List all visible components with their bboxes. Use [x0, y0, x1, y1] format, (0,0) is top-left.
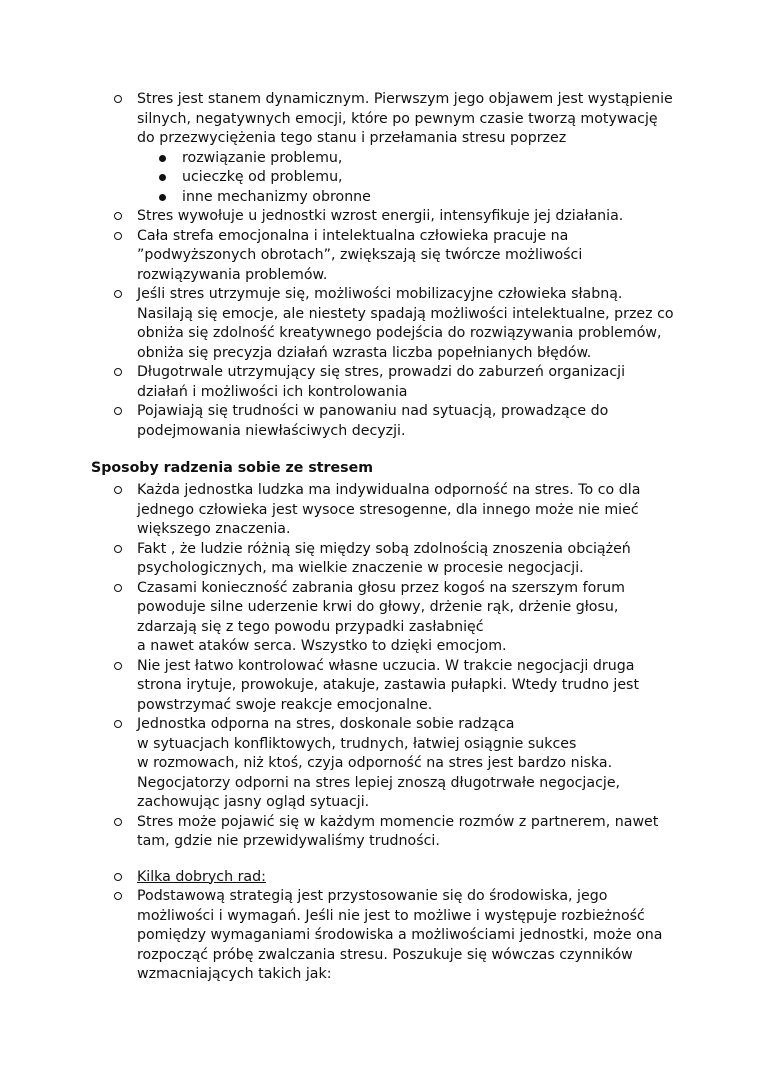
sub-list-item-text: ucieczkę od problemu,	[182, 169, 343, 185]
list-item	[0, 90, 722, 149]
hollow-bullet-icon	[114, 873, 122, 881]
list-item-text: Stres wywołuje u jednostki wzrost energii, intensyfikuje jej działania.	[137, 208, 624, 224]
sub-list-item-text: inne mechanizmy obronne	[182, 188, 371, 205]
list-item	[0, 207, 722, 227]
hollow-bullet-icon	[114, 368, 122, 376]
spacer	[0, 852, 677, 868]
hollow-bullet-icon	[114, 212, 122, 220]
sub-list-item	[0, 188, 722, 208]
list-item-text: Długotrwale utrzymujący się stres, prowadzi do zaburzeń organizacji działań i możliwości ich kontrolowania	[137, 364, 626, 400]
list-item-text: Stres jest stanem dynamicznym. Pierwszym jego objawem jest wystąpienie silnych, negatywnych emocji, które po pewnym czasie tworzą motywację do przezwyciężenia tego stanu i przełamania stresu poprzez	[137, 91, 673, 146]
list-item	[0, 657, 677, 716]
list-item-text: Podstawową strategią jest przystosowanie się do środowiska, jego możliwości i wymagań. Jeśli nie jest to możliwe i występuje rozbieżność pomiędzy wymaganiami środowiska a możliwościami jednostki, może ona rozpocząć próbę zwalczania stresu. Poszukuje się wówczas czynników wzmacniających takich jak:	[137, 888, 663, 982]
list-item-text: Jednostka odporna na stres, doskonale sobie radząca w sytuacjach konfliktowych, trudnych, łatwiej osiągnie sukces w rozmowach, niż ktoś, czyja odporność na stres jest bardzo niska. Negocjatorzy odporni na stres lepiej znoszą długotrwałe negocjacje, zachowując jasny ogląd sytuacji.	[137, 716, 621, 810]
list-item	[0, 481, 677, 540]
coping-list	[0, 481, 677, 985]
hollow-bullet-icon	[114, 407, 122, 415]
list-item	[0, 868, 677, 888]
hollow-bullet-icon	[114, 662, 122, 670]
list-item-text: Fakt , że ludzie różnią się między sobą zdolnością znoszenia obciążeń psychologicznych, ma wielkie znaczenie w procesie negocjacji.	[137, 540, 631, 576]
list-item	[0, 363, 722, 402]
list-item	[0, 887, 677, 985]
advice-heading: Kilka dobrych rad:	[137, 868, 266, 885]
hollow-bullet-icon	[114, 486, 122, 494]
list-item	[0, 579, 677, 657]
list-item	[0, 715, 677, 813]
stress-dynamics-list	[0, 90, 722, 441]
hollow-bullet-icon	[114, 95, 122, 103]
list-item-text: Czasami konieczność zabrania głosu przez kogoś na szerszym forum powoduje silne uderzenie krwi do głowy, drżenie rąk, drżenie głosu, zdarzają się z tego powodu przypadki zasłabnięć a nawet ataków serca. Wszystko to dzięki emocjom.	[137, 579, 625, 654]
hollow-bullet-icon	[114, 892, 122, 900]
filled-bullet-icon	[159, 174, 166, 181]
hollow-bullet-icon	[114, 584, 122, 592]
list-item-text: Każda jednostka ludzka ma indywidualna odporność na stres. To co dla jednego człowieka jest wysoce stresogenne, dla innego może nie mieć większego znaczenia.	[137, 482, 641, 537]
hollow-bullet-icon	[114, 545, 122, 553]
sub-list-item	[0, 168, 722, 188]
sub-list-item	[0, 149, 722, 169]
hollow-bullet-icon	[114, 232, 122, 240]
list-item	[0, 540, 677, 579]
list-item-text: Pojawiają się trudności w panowaniu nad sytuacją, prowadzące do podejmowania niewłaściwych decyzji.	[137, 403, 609, 439]
list-item-text: Jeśli stres utrzymuje się, możliwości mobilizacyjne człowieka słabną. Nasilają się emocje, ale niestety spadają możliwości intelektualne, przez co obniża się zdolność kreatywnego podejścia do rozwiązywania problemów, obniża się precyzja działań wzrasta liczba popełnianych błędów.	[137, 286, 674, 361]
sub-list-item-text: rozwiązanie problemu,	[182, 149, 343, 166]
list-item	[0, 227, 722, 286]
section-heading: Sposoby radzenia sobie ze stresem	[91, 460, 374, 476]
list-item	[0, 402, 722, 441]
list-item-text: Cała strefa emocjonalna i intelektualna człowieka pracuje na ”podwyższonych obrotach”, zwiększają się twórcze możliwości rozwiązywania problemów.	[137, 227, 583, 283]
hollow-bullet-icon	[114, 818, 122, 826]
list-item	[0, 285, 722, 363]
list-item	[0, 813, 677, 852]
list-item-text: Stres może pojawić się w każdym momencie rozmów z partnerem, nawet tam, gdzie nie przewidywaliśmy trudności.	[137, 813, 659, 849]
filled-bullet-icon	[159, 194, 166, 201]
list-item-text: Nie jest łatwo kontrolować własne uczucia. W trakcie negocjacji druga strona irytuje, prowokuje, atakuje, zastawia pułapki. Wtedy trudno jest powstrzymać swoje reakcje emocjonalne.	[137, 657, 640, 713]
hollow-bullet-icon	[114, 290, 122, 298]
filled-bullet-icon	[159, 155, 166, 162]
hollow-bullet-icon	[114, 720, 122, 728]
